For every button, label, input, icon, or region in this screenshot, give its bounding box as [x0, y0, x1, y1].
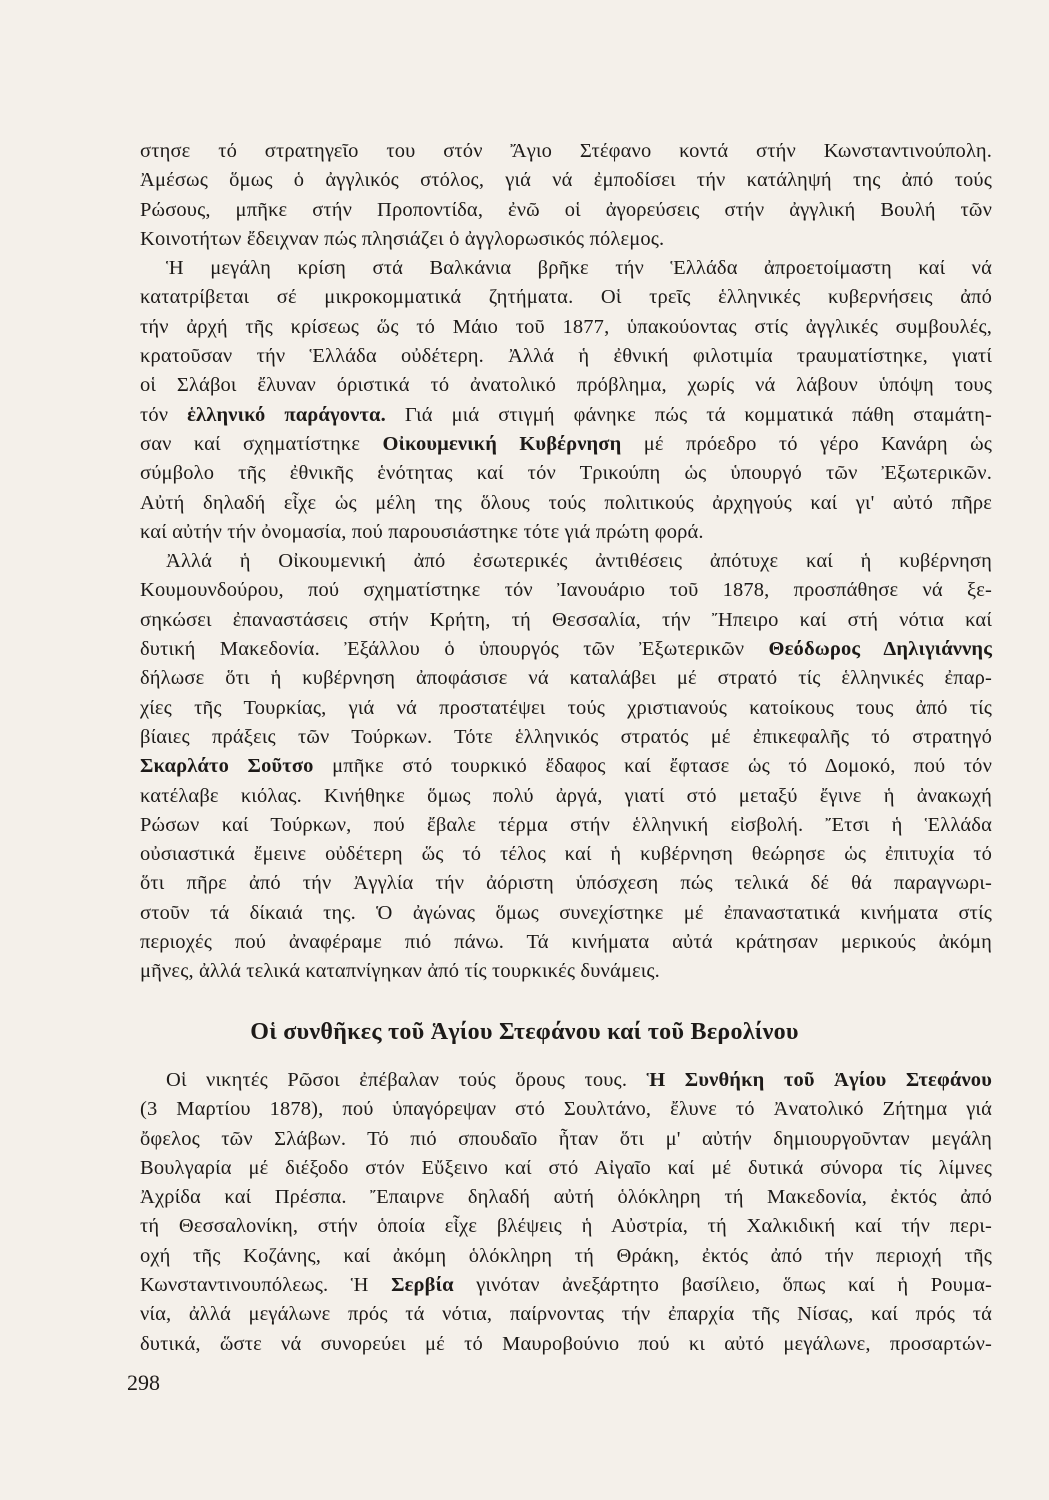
text-line: Αὐτή δηλαδή εἶχε ὡς μέλη της ὅλους τούς πολιτικούς ἀρχηγούς καί γι' αὐτό πῆρε	[140, 491, 992, 514]
text-line: δυτικά, ὥστε νά συνορεύει μέ τό Μαυροβούνιο πού κι αὐτό μεγάλωνε, προσαρτών-	[140, 1332, 992, 1355]
text-line: νία, ἀλλά μεγάλωνε πρός τά νότια, παίρνοντας τήν ἐπαρχία τῆς Νίσας, καί πρός τά	[140, 1303, 992, 1326]
text-line: ὅτι πῆρε ἀπό τήν Ἀγγλία τήν ἀόριστη ὑπόσχεση πώς τελικά δέ θά παραγνωρι-	[140, 872, 992, 895]
text-run: γινόταν ἀνεξάρτητο βασίλειο, ὅπως καί ἡ Ρουμα-	[453, 1274, 992, 1297]
text-line: ὄφελος τῶν Σλάβων. Τό πιό σπουδαῖο ἦταν ὅτι μ' αὐτήν δημιουργοῦνταν μεγάλη	[140, 1127, 992, 1150]
text-line: κρατοῦσαν τήν Ἑλλάδα οὐδέτερη. Ἀλλά ἡ ἐθνική φιλοτιμία τραυματίστηκε, γιατί	[140, 345, 992, 368]
text-line	[140, 635, 992, 664]
text-line	[140, 430, 992, 459]
text-run: δυτική Μακεδονία. Ἐξάλλου ὁ ὑπουργός τῶν Ἐξωτερικῶν	[140, 638, 769, 661]
text-line	[140, 401, 992, 430]
text-run: Κωνσταντινουπόλεως. Ἡ	[140, 1274, 392, 1297]
text-line: Βουλγαρία μέ διέξοδο στόν Εὔξεινο καί στό Αἰγαῖο καί μέ δυτικά σύνορα τίς λίμνες	[140, 1156, 992, 1179]
text-line: κατατρίβεται σέ μικροκομματικά ζητήματα. Οἱ τρεῖς ἑλληνικές κυβερνήσεις ἀπό	[140, 286, 992, 309]
emphasis-treaty-san-stefano: Ἡ Συνθήκη τοῦ Ἁγίου Στεφάνου	[646, 1069, 992, 1091]
section-text-block	[140, 1066, 992, 1359]
text-line: οὐσιαστικά ἔμεινε οὐδέτερη ὥς τό τέλος καί ἡ κυβέρνηση θεώρησε ὡς ἐπιτυχία τό	[140, 843, 992, 866]
text-line: κατέλαβε κιόλας. Κινήθηκε ὅμως πολύ ἀργά, γιατί στό μεταξύ ἔγινε ἡ ἀνακωχή	[140, 784, 992, 807]
text-line: σύμβολο τῆς ἐθνικῆς ἑνότητας καί τόν Τρικούπη ὡς ὑπουργό τῶν Ἐξωτερικῶν.	[140, 462, 992, 485]
text-line: βίαιες πράξεις τῶν Τούρκων. Τότε ἑλληνικός στρατός μέ ἐπικεφαλῆς τό στρατηγό	[140, 725, 992, 748]
text-line: στησε τό στρατηγεῖο του στόν Ἄγιο Στέφανο κοντά στήν Κωνσταντινούπολη.	[140, 140, 992, 162]
text-line	[140, 1271, 992, 1300]
text-line: Ἀχρίδα καί Πρέσπα. Ἔπαιρνε δηλαδή αὐτή ὁλόκληρη τή Μακεδονία, ἐκτός ἀπό	[140, 1186, 992, 1209]
text-line: τήν ἀρχή τῆς κρίσεως ὥς τό Μάιο τοῦ 1877, ὑπακούοντας στίς ἀγγλικές συμβουλές,	[140, 315, 992, 338]
section-heading: Οἱ συνθῆκες τοῦ Ἁγίου Στεφάνου καί τοῦ Βερολίνου	[250, 1019, 799, 1045]
text-line: σηκώσει ἐπαναστάσεις στήν Κρήτη, τή Θεσσαλία, τήν Ἤπειρο καί στή νότια καί	[140, 608, 992, 631]
text-line: (3 Μαρτίου 1878), πού ὑπαγόρεψαν στό Σουλτάνο, ἔλυνε τό Ἀνατολικό Ζήτημα γιά	[140, 1098, 992, 1121]
emphasis-serbia: Σερβία	[391, 1274, 454, 1297]
text-run: μέ πρόεδρο τό γέρο Κανάρη ὡς	[621, 432, 992, 455]
text-line: Ρώσους, μπῆκε στήν Προποντίδα, ἐνῶ οἱ ἀγορεύσεις στήν ἀγγλική Βουλή τῶν	[140, 198, 992, 221]
text-line: Ρώσων καί Τούρκων, πού ἔβαλε τέρμα στήν ἑλληνική εἰσβολή. Ἔτσι ἡ Ἑλλάδα	[140, 813, 992, 836]
emphasis-deligiannis: Θεόδωρος Δηλιγιάννης	[768, 638, 992, 661]
text-line: οἱ Σλάβοι ἔλυναν όριστικά τό ἀνατολικό πρόβλημα, χωρίς νά λάβουν ὑπόψη τους	[140, 374, 992, 397]
emphasis-ecumenical-government: Οἰκουμενική Κυβέρνηση	[382, 432, 622, 455]
main-text-block	[140, 137, 992, 987]
text-line: χίες τῆς Τουρκίας, γιά νά προστατέψει τούς χριστιανούς κατοίκους τους ἀπό τίς	[140, 696, 992, 719]
text-line	[140, 752, 992, 781]
page-number: 298	[127, 1370, 160, 1395]
text-line: περιοχές πού ἀναφέραμε πιό πάνω. Τά κινήματα αὐτά κράτησαν μερικούς ἀκόμη	[140, 931, 992, 954]
text-line: Ἡ μεγάλη κρίση στά Βαλκάνια βρῆκε τήν Ἑλλάδα ἀπροετοίμαστη καί νά	[166, 257, 992, 280]
text-line: καί αὐτήν τήν ὀνομασία, πού παρουσιάστηκε τότε γιά πρώτη φορά.	[140, 520, 704, 543]
text-line: δήλωσε ὅτι ἡ κυβέρνηση ἀποφάσισε νά καταλάβει μέ στρατό τίς ἑλληνικές ἐπαρ-	[140, 667, 992, 690]
text-run: τόν	[140, 403, 188, 426]
text-line: Ἀμέσως ὅμως ὁ ἀγγλικός στόλος, γιά νά ἐμποδίσει τήν κατάληψή της ἀπό τούς	[140, 169, 992, 192]
text-line: τή Θεσσαλονίκη, στήν ὁποία εἶχε βλέψεις ἡ Αὐστρία, τή Χαλκιδική καί τήν περι-	[140, 1215, 992, 1238]
text-run: σαν καί σχηματίστηκε	[140, 432, 383, 455]
text-line: οχή τῆς Κοζάνης, καί ἀκόμη ὁλόκληρη τή Θράκη, ἐκτός ἀπό τήν περιοχή τῆς	[140, 1244, 992, 1267]
text-line: Ἀλλά ἡ Οἰκουμενική ἀπό ἐσωτερικές ἀντιθέσεις ἀπότυχε καί ἡ κυβέρνηση	[166, 550, 992, 573]
text-line	[140, 1066, 992, 1095]
emphasis-greek-factor: ἑλληνικό παράγοντα.	[187, 403, 386, 426]
text-line: Κουμουνδούρου, πού σχηματίστηκε τόν Ἰανουάριο τοῦ 1878, προσπάθησε νά ξε-	[140, 579, 992, 602]
text-line: Κοινοτήτων ἔδειχναν πώς πλησιάζει ὁ ἀγγλορωσικός πόλεμος.	[140, 227, 665, 250]
text-line: μῆνες, ἀλλά τελικά καταπνίγηκαν ἀπό τίς τουρκικές δυνάμεις.	[140, 960, 660, 983]
text-line: στοῦν τά δίκαιά της. Ὁ ἀγώνας ὅμως συνεχίστηκε μέ ἐπαναστατικά κινήματα στίς	[140, 901, 992, 924]
emphasis-soutsos: Σκαρλάτο Σοῦτσο	[140, 755, 314, 778]
text-run: μπῆκε στό τουρκικό ἔδαφος καί ἔφτασε ὡς τό Δομοκό, πού τόν	[313, 755, 993, 778]
text-run: Οἱ νικητές Ρῶσοι ἐπέβαλαν τούς ὅρους τους.	[166, 1069, 647, 1091]
text-run: Γιά μιά στιγμή φάνηκε πώς τά κομματικά πάθη σταμάτη-	[385, 403, 993, 426]
